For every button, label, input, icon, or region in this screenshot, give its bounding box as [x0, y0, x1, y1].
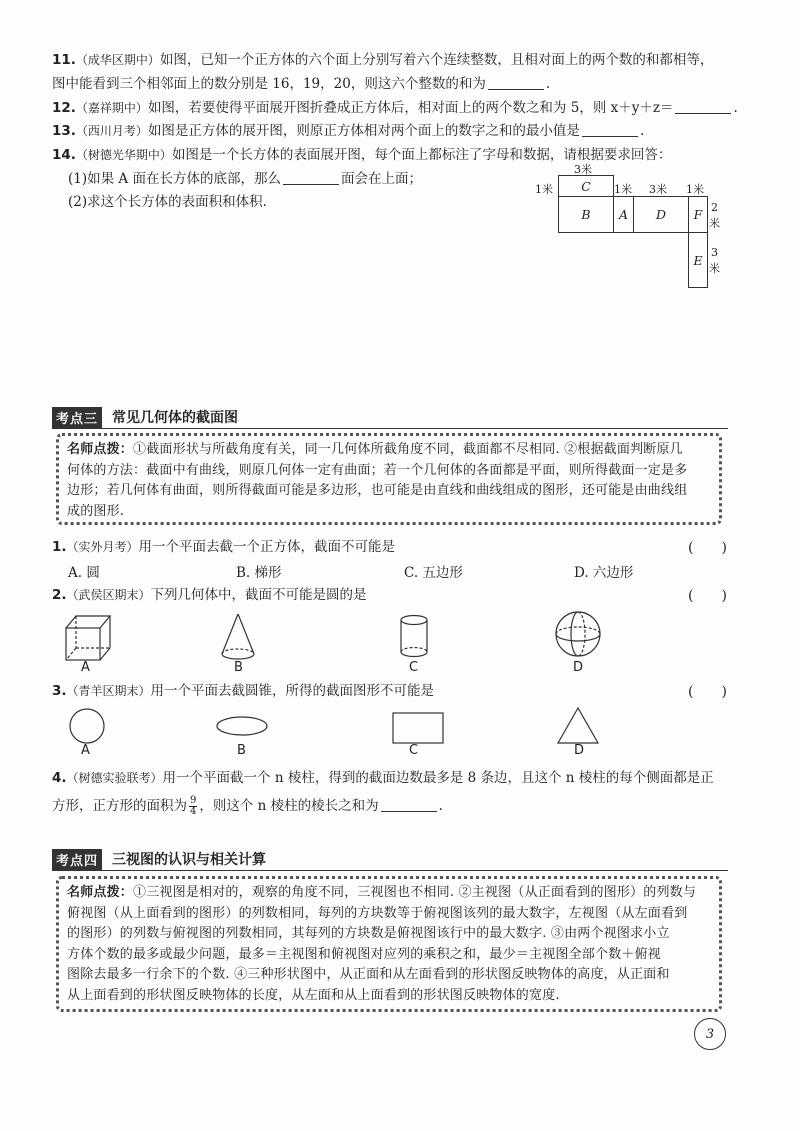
section-4-header: [52, 848, 266, 870]
answer-paren: ( ): [688, 540, 727, 556]
circle-shape: [70, 709, 104, 743]
net-dim-right1-unit: 米: [709, 217, 720, 230]
caption-b: B: [234, 660, 243, 675]
triangle-shape: [558, 708, 598, 743]
net-face-a: A: [613, 196, 634, 233]
caption-a: A: [81, 660, 90, 675]
solids-figure: [60, 608, 680, 668]
caption-c: C: [409, 743, 419, 758]
question-2: 2.（武侯区期末）下列几何体中，截面不可能是圆的是: [52, 587, 367, 603]
answer-blank: [675, 99, 731, 114]
answer-blank: [283, 170, 339, 185]
answer-blank: [488, 75, 544, 90]
net-face-e: E: [688, 232, 708, 288]
net-face-d: D: [633, 196, 689, 233]
answer-paren: ( ): [688, 588, 727, 604]
net-dim-right2-unit: 米: [709, 262, 720, 275]
question-14-part-1: (1)如果 A 面在长方体的底部，那么 面会在上面；: [68, 171, 422, 187]
question-13: 13.（西川月考）如图是正方体的展开图，则原正方体相对两个面上的数字之和的最小值是 .: [52, 123, 645, 139]
section-4-title: 三视图的认识与相关计算: [112, 852, 267, 868]
question-12: 12.（嘉祥期中）如图，若要使得平面展开图折叠成正方体后，相对面上的两个数之和为 5，则 x＋y＋z＝ .: [52, 100, 738, 116]
caption-d: D: [573, 660, 584, 675]
caption-d: D: [574, 743, 585, 758]
net-face-c: C: [558, 175, 614, 197]
net-dim-left: 1米: [535, 183, 553, 196]
section-3-rule: [52, 428, 728, 429]
question-1: 1.（实外月考）用一个平面去截一个正方体，截面不可能是: [52, 539, 396, 555]
section-4-tip-box: 名师点拨：①三视图是相对的，观察的角度不同，三视图也不相同. ②主视图（从正面看到的图形）的列数与 俯视图（从上面看到的图形）的列数相同，每列的方块数等于俯视图该列的最大数字，左视图（从左面看到 的图形）的列数与俯视图的列数相同，其每列的方块数是俯视图该行中的最大数字. ③由两个视图求小立 方体个数的最多或最少问题，最多＝主视图和俯视图对应列的乘积之和，最少＝主视图全部个数＋俯视 图除去最多一行余下的个数. ④三种形状图中，从正面和从左面看到的形状图反映物体的高度，从正面和 从上面看到的形状图反映物体的长度，从左面和从上面看到的形状图反映物体的宽度.: [56, 876, 722, 1012]
prism-icon: [66, 616, 110, 660]
question-4: 4.（树德实验联考）用一个平面截一个 n 棱柱，得到的截面边数最多是 8 条边，且这个 n 棱柱的每个侧面都是正: [52, 770, 714, 786]
net-dim-right2: 3: [711, 246, 718, 259]
section-3-tag: 考点三: [52, 407, 102, 428]
answer-paren: ( ): [688, 684, 727, 700]
question-3: 3.（青羊区期末）用一个平面去截圆锥，所得的截面图形不可能是: [52, 683, 435, 699]
answer-blank: [381, 797, 437, 812]
option-c: C. 五边形: [404, 565, 463, 581]
section-3-header: [52, 406, 238, 428]
ellipse-shape: [217, 717, 267, 735]
net-dim-right-top: 1米: [686, 183, 704, 196]
question-14-part-2: (2)求这个长方体的表面积和体积.: [68, 194, 267, 210]
cylinder-icon: [401, 616, 427, 657]
cone-icon: [222, 614, 254, 659]
sphere-icon: [556, 612, 600, 656]
net-dim-mid1: 1米: [614, 183, 632, 196]
net-dim-mid2: 3米: [649, 183, 667, 196]
caption-a: A: [81, 743, 90, 758]
option-d: D. 六边形: [574, 565, 634, 581]
option-b: B. 梯形: [236, 565, 282, 581]
section-4-tag: 考点四: [52, 849, 102, 870]
fraction: $\frac{9}{4}$: [190, 795, 197, 817]
section-4-rule: [52, 870, 728, 871]
question-4-cont: 方形，正方形的面积为 $\frac{9}{4}$ ，则这个 n 棱柱的棱长之和为 .: [52, 795, 443, 817]
question-11-cont: 图中能看到三个相邻面上的数分别是 16，19，20，则这六个整数的和为 .: [52, 76, 551, 92]
net-face-f: F: [688, 196, 708, 233]
page-number: 3: [694, 1018, 726, 1050]
section-3-tip-box: 名师点拨：①截面形状与所截角度有关，同一几何体所截角度不同，截面都不尽相同. ②根据截面判断原几 何体的方法：截面中有曲线，则原几何体一定有曲面；若一个几何体的各面都是平面，则所得截面一定是多 边形；若几何体有曲面，则所得截面可能是多边形，也可能是由直线和曲线组成的图形，还可能是由曲线组 成的图形.: [56, 433, 722, 525]
question-11: 11.（成华区期中）如图，已知一个正方体的六个面上分别写着六个连续整数，且相对面上的两个数的和都相等，: [52, 52, 714, 68]
rectangle-shape: [393, 713, 443, 743]
option-a: A. 圆: [68, 565, 100, 581]
section-3-title: 常见几何体的截面图: [112, 410, 239, 426]
sections-figure: [60, 704, 680, 746]
net-dim-right1: 2: [711, 201, 718, 214]
caption-c: C: [409, 660, 419, 675]
net-face-b: B: [558, 196, 614, 233]
net-dim-top: 3米: [574, 163, 592, 176]
question-14: 14.（树德光华期中）如图是一个长方体的表面展开图，每个面上都标注了字母和数据，请根据要求回答：: [52, 147, 672, 163]
caption-b: B: [237, 743, 246, 758]
answer-blank: [582, 122, 638, 137]
